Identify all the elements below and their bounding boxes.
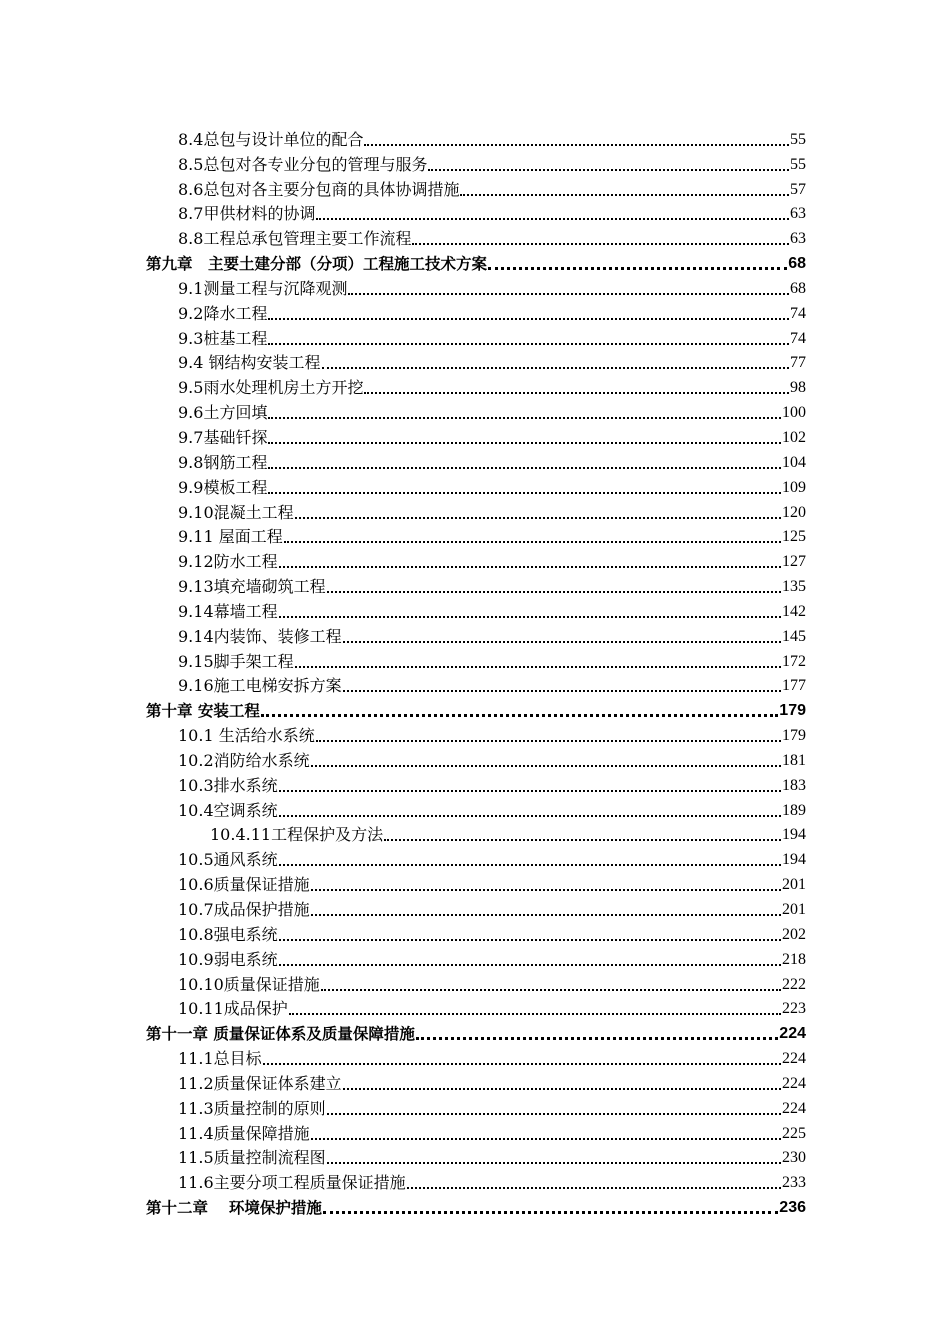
toc-section-entry[interactable] [146,673,806,698]
toc-entry-page-number: 74 [790,304,806,322]
toc-entry-title: 9.8钢筋工程 [178,452,268,472]
toc-entry-title: 11.4质量保障措施 [178,1123,310,1143]
toc-entry-page-number: 98 [790,379,806,397]
toc-entry-page-number: 223 [782,1000,806,1018]
toc-chapter-entry[interactable] [146,1194,806,1219]
toc-entry-title: 10.1 生活给水系统 [178,726,315,746]
toc-entry-page-number: 55 [790,130,806,148]
dot-leader [279,939,781,941]
toc-entry-page-number: 202 [782,925,806,943]
toc-section-entry[interactable] [146,300,806,325]
toc-entry-title: 11.6主要分项工程质量保证措施 [178,1173,406,1193]
toc-entry-title: 8.6总包对各主要分包商的具体协调措施 [178,179,460,199]
dot-leader [384,839,781,841]
toc-entry-page-number: 179 [779,702,806,720]
dot-leader [311,914,781,916]
dot-leader [311,1138,781,1140]
toc-section-entry[interactable] [146,1169,806,1194]
toc-chapter-entry[interactable] [146,1020,806,1045]
dot-leader [261,714,778,717]
dot-leader [343,641,781,643]
dot-leader [295,666,781,668]
toc-entry-title: 8.8工程总承包管理主要工作流程 [178,229,412,249]
toc-section-entry[interactable] [146,399,806,424]
toc-entry-title: 10.11成品保护 [178,999,288,1019]
toc-entry-page-number: 63 [790,205,806,223]
toc-entry-page-number: 100 [782,404,806,422]
toc-entry-title: 10.6质量保证措施 [178,875,310,895]
dot-leader [460,194,789,196]
toc-entry-page-number: 68 [790,279,806,297]
toc-entry-page-number: 224 [779,1025,806,1043]
toc-entry-page-number: 181 [782,751,806,769]
dot-leader [348,293,789,295]
dot-leader [364,392,789,394]
toc-chapter-entry[interactable] [146,250,806,275]
toc-entry-title: 10.9弱电系统 [178,949,278,969]
toc-entry-page-number: 63 [790,230,806,248]
toc-section-entry[interactable] [146,598,806,623]
toc-entry-title: 11.1总目标 [178,1049,262,1069]
dot-leader [364,144,789,146]
toc-entry-page-number: 194 [782,826,806,844]
toc-entry-page-number: 68 [788,255,806,273]
toc-entry-title: 第十二章 环境保护措施 [146,1199,322,1218]
dot-leader [488,267,787,270]
toc-entry-page-number: 102 [782,428,806,446]
toc-entry-title: 8.5总包对各专业分包的管理与服务 [178,154,428,174]
toc-entry-title: 11.3质量控制的原则 [178,1098,326,1118]
toc-entry-page-number: 120 [782,503,806,521]
dot-leader [327,591,781,593]
toc-section-entry[interactable] [146,1120,806,1145]
dot-leader [268,467,781,469]
toc-section-entry[interactable] [146,325,806,350]
toc-entry-title: 9.12防水工程 [178,552,278,572]
dot-leader [327,1162,781,1164]
toc-entry-page-number: 179 [782,727,806,745]
dot-leader [279,964,781,966]
toc-section-entry[interactable] [146,1095,806,1120]
toc-entry-page-number: 225 [782,1124,806,1142]
dot-leader [311,765,781,767]
toc-section-entry[interactable] [146,350,806,375]
toc-entry-page-number: 172 [782,652,806,670]
toc-section-entry[interactable] [146,971,806,996]
toc-section-entry[interactable] [146,722,806,747]
toc-entry-page-number: 222 [782,975,806,993]
toc-entry-page-number: 224 [782,1099,806,1117]
toc-entry-page-number: 224 [782,1074,806,1092]
table-of-contents [146,126,806,1219]
toc-section-entry[interactable] [146,201,806,226]
toc-section-entry[interactable] [146,747,806,772]
toc-entry-page-number: 74 [790,329,806,347]
toc-section-entry[interactable] [146,871,806,896]
toc-entry-title: 11.5质量控制流程图 [178,1148,326,1168]
toc-section-entry[interactable] [146,797,806,822]
dot-leader [321,989,781,991]
toc-entry-title: 9.9模板工程 [178,477,268,497]
toc-section-entry[interactable] [146,623,806,648]
toc-entry-title: 10.10质量保证措施 [178,974,320,994]
toc-entry-title: 10.4空调系统 [178,800,278,820]
toc-entry-page-number: 135 [782,578,806,596]
dot-leader [268,442,781,444]
toc-entry-title: 8.4总包与设计单位的配合 [178,129,364,149]
toc-entry-title: 9.7基础钎探 [178,427,268,447]
toc-entry-title: 9.10混凝土工程 [178,502,294,522]
toc-entry-page-number: 201 [782,901,806,918]
toc-chapter-entry[interactable] [146,697,806,722]
toc-entry-title: 8.7甲供材料的协调 [178,204,316,224]
toc-entry-title: 10.5通风系统 [178,850,278,870]
toc-entry-page-number: 224 [782,1050,806,1068]
dot-leader [279,790,781,792]
toc-section-entry[interactable] [146,474,806,499]
dot-leader [323,1211,778,1214]
toc-entry-title: 9.1测量工程与沉降观测 [178,278,348,298]
dot-leader [343,690,781,692]
dot-leader [327,1113,781,1115]
dot-leader [268,318,789,320]
toc-entry-page-number: 55 [790,155,806,173]
toc-entry-title: 第十章 安装工程 [146,702,260,721]
toc-entry-title: 10.3排水系统 [178,775,278,795]
toc-entry-title: 第十一章 质量保证体系及质量保障措施 [146,1025,415,1044]
toc-entry-title: 第九章 主要土建分部（分项）工程施工技术方案 [146,255,488,274]
toc-section-entry[interactable] [146,896,806,921]
toc-entry-page-number: 230 [782,1149,806,1167]
toc-section-entry[interactable] [146,374,806,399]
toc-section-entry[interactable] [146,946,806,971]
toc-entry-title: 10.7成品保护措施 [178,900,310,919]
toc-section-entry[interactable] [146,573,806,598]
toc-section-entry[interactable] [146,772,806,797]
toc-entry-page-number: 183 [782,776,806,794]
toc-entry-page-number: 194 [782,851,806,869]
toc-entry-page-number: 77 [790,354,806,372]
dot-leader [279,566,781,568]
toc-entry-page-number: 57 [790,180,806,198]
toc-section-entry[interactable] [146,996,806,1021]
dot-leader [263,1063,781,1065]
dot-leader [322,367,789,369]
toc-entry-page-number: 233 [782,1174,806,1192]
toc-entry-title: 10.8强电系统 [178,924,278,944]
toc-entry-title: 9.14幕墙工程 [178,601,278,621]
toc-entry-title: 9.14内装饰、装修工程 [178,626,342,646]
toc-entry-title: 10.4.11工程保护及方法 [210,825,384,845]
dot-leader [416,1037,778,1040]
toc-section-entry[interactable] [146,648,806,673]
toc-entry-title: 9.6土方回填 [178,403,268,423]
toc-section-entry[interactable] [146,822,806,847]
dot-leader [279,815,781,817]
toc-entry-page-number: 236 [779,1199,806,1217]
toc-entry-title: 9.2降水工程 [178,303,268,323]
toc-entry-title: 9.3桩基工程 [178,328,268,348]
dot-leader [268,417,781,419]
toc-entry-page-number: 218 [782,950,806,968]
dot-leader [407,1187,781,1189]
toc-entry-page-number: 127 [782,553,806,571]
toc-section-entry[interactable] [146,1145,806,1170]
toc-entry-page-number: 104 [782,453,806,471]
dot-leader [289,1013,781,1015]
toc-entry-title: 9.4 钢结构安装工程 [178,353,321,373]
toc-entry-page-number: 189 [782,801,806,819]
toc-entry-page-number: 145 [782,627,806,645]
toc-section-entry[interactable] [146,1045,806,1070]
toc-section-entry[interactable] [146,548,806,573]
toc-section-entry[interactable] [146,225,806,250]
dot-leader [343,1088,781,1090]
toc-section-entry[interactable] [146,1070,806,1095]
toc-section-entry[interactable] [146,499,806,524]
toc-section-entry[interactable] [146,424,806,449]
toc-entry-page-number: 177 [782,677,806,695]
toc-section-entry[interactable] [146,524,806,549]
dot-leader [316,218,789,220]
toc-section-entry[interactable] [146,126,806,151]
toc-entry-page-number: 125 [782,528,806,546]
toc-section-entry[interactable] [146,176,806,201]
toc-section-entry[interactable] [146,151,806,176]
dot-leader [295,517,781,519]
toc-section-entry[interactable] [146,846,806,871]
toc-section-entry[interactable] [146,921,806,946]
toc-entry-title: 9.5雨水处理机房土方开挖 [178,378,364,398]
toc-entry-page-number: 109 [782,478,806,496]
toc-entry-title: 9.11 屋面工程 [178,527,283,547]
toc-entry-title: 9.16施工电梯安拆方案 [178,676,342,696]
dot-leader [316,740,781,742]
toc-entry-title: 9.13填充墙砌筑工程 [178,577,326,597]
dot-leader [268,343,789,345]
dot-leader [412,243,789,245]
dot-leader [284,541,781,543]
toc-entry-page-number: 201 [782,876,806,894]
dot-leader [279,864,781,866]
dot-leader [279,616,781,618]
dot-leader [311,889,781,891]
toc-entry-title: 9.15脚手架工程 [178,651,294,671]
toc-entry-title: 10.2消防给水系统 [178,750,310,770]
toc-entry-page-number: 142 [782,602,806,620]
toc-section-entry[interactable] [146,275,806,300]
toc-section-entry[interactable] [146,449,806,474]
dot-leader [268,492,781,494]
dot-leader [428,169,789,171]
toc-entry-title: 11.2质量保证体系建立 [178,1073,342,1093]
